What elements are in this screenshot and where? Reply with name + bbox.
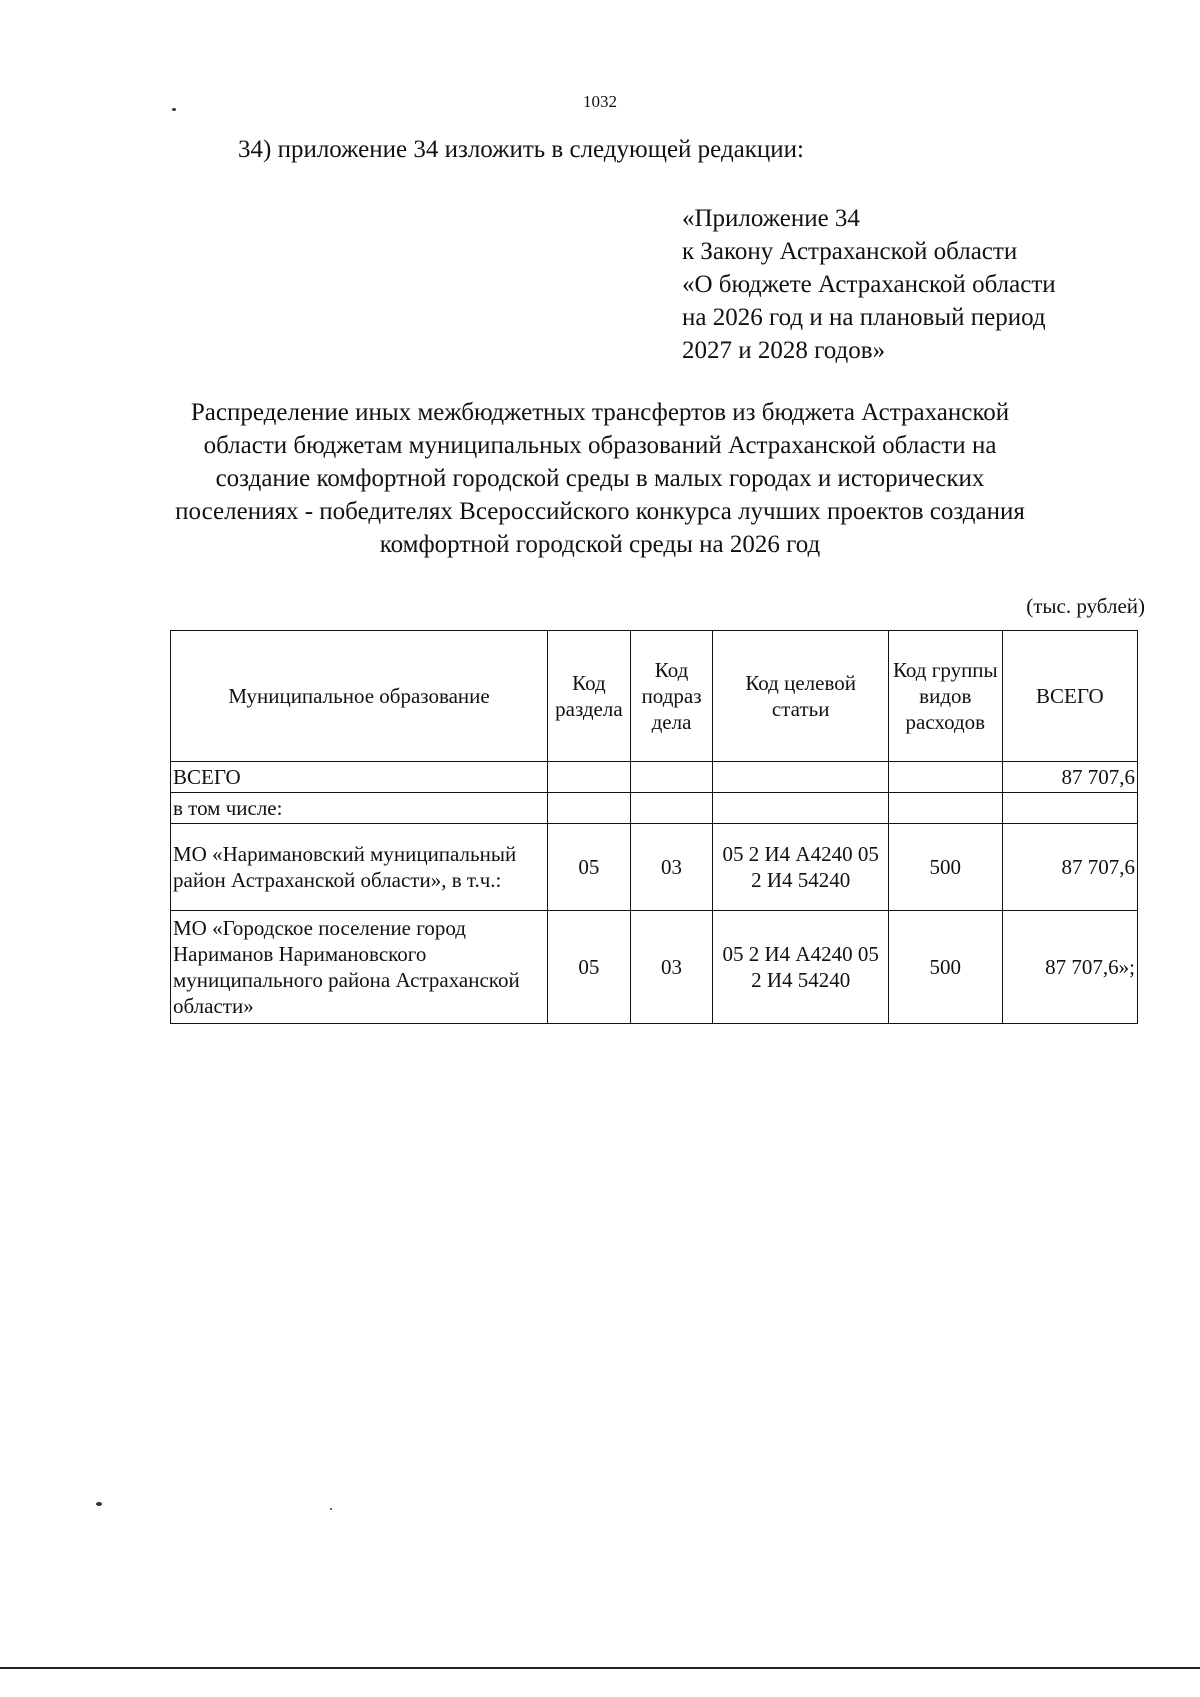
cell-total: 87 707,6 bbox=[1002, 824, 1137, 911]
cell-section bbox=[548, 793, 631, 824]
cell-group: 500 bbox=[888, 911, 1002, 1024]
cell-subsection bbox=[630, 793, 713, 824]
scan-speck bbox=[330, 1508, 332, 1510]
appendix-heading-line: 2027 и 2028 годов» bbox=[682, 337, 886, 364]
appendix-heading-line: «О бюджете Астраханской области bbox=[682, 271, 1056, 298]
appendix-heading-line: на 2026 год и на плановый период bbox=[682, 304, 1046, 331]
bottom-rule bbox=[0, 1667, 1200, 1669]
cell-section: 05 bbox=[548, 824, 631, 911]
cell-target bbox=[713, 762, 889, 793]
amendment-instruction: 34) приложение 34 изложить в следующей редакции: bbox=[238, 136, 804, 163]
units-label: (тыс. рублей) bbox=[1026, 594, 1145, 618]
document-title-line: поселениях - победителях Всероссийского конкурса лучших проектов создания bbox=[175, 498, 1025, 525]
cell-municipality: в том числе: bbox=[171, 793, 548, 824]
cell-group bbox=[888, 793, 1002, 824]
document-title-line: комфортной городской среды на 2026 год bbox=[379, 531, 821, 558]
cell-subsection bbox=[630, 762, 713, 793]
page-number: 1032 bbox=[583, 92, 617, 111]
cell-municipality: МО «Наримановский муниципальный район Астраханской области», в т.ч.: bbox=[171, 824, 548, 911]
appendix-heading-line: к Закону Астраханской области bbox=[682, 238, 1018, 265]
cell-subsection: 03 bbox=[630, 911, 713, 1024]
cell-group bbox=[888, 762, 1002, 793]
appendix-heading bbox=[682, 202, 1056, 367]
cell-target: 05 2 И4 А4240 05 2 И4 54240 bbox=[713, 824, 889, 911]
cell-total: 87 707,6»; bbox=[1002, 911, 1137, 1024]
document-title-line: создание комфортной городской среды в малых городах и исторических bbox=[215, 465, 985, 492]
header-expense-group-code: Код группы видов расходов bbox=[888, 631, 1002, 762]
document-title-line: области бюджетам муниципальных образований Астраханской области на bbox=[203, 432, 997, 459]
appendix-heading-line: «Приложение 34 bbox=[682, 205, 860, 232]
cell-municipality: МО «Городское поселение город Нариманов Наримановского муниципального района Астраханской области» bbox=[171, 911, 548, 1024]
cell-target bbox=[713, 793, 889, 824]
cell-target: 05 2 И4 А4240 05 2 И4 54240 bbox=[713, 911, 889, 1024]
header-target-code: Код целевой статьи bbox=[713, 631, 889, 762]
header-municipality: Муниципальное образование bbox=[171, 631, 548, 762]
cell-section: 05 bbox=[548, 911, 631, 1024]
cell-section bbox=[548, 762, 631, 793]
scan-speck bbox=[172, 108, 176, 111]
table-row bbox=[171, 762, 1138, 793]
transfers-table bbox=[170, 630, 1138, 1024]
table-header-row bbox=[171, 631, 1138, 762]
table-row bbox=[171, 793, 1138, 824]
scan-speck bbox=[96, 1502, 102, 1506]
document-title-line: Распределение иных межбюджетных трансфертов из бюджета Астраханской bbox=[190, 399, 1010, 426]
cell-municipality: ВСЕГО bbox=[171, 762, 548, 793]
cell-group: 500 bbox=[888, 824, 1002, 911]
header-total: ВСЕГО bbox=[1002, 631, 1137, 762]
header-section-code: Код раздела bbox=[548, 631, 631, 762]
header-subsection-code: Код подраз дела bbox=[630, 631, 713, 762]
table-row bbox=[171, 824, 1138, 911]
table-row bbox=[171, 911, 1138, 1024]
document-title bbox=[150, 396, 1050, 561]
cell-subsection: 03 bbox=[630, 824, 713, 911]
cell-total bbox=[1002, 793, 1137, 824]
cell-total: 87 707,6 bbox=[1002, 762, 1137, 793]
